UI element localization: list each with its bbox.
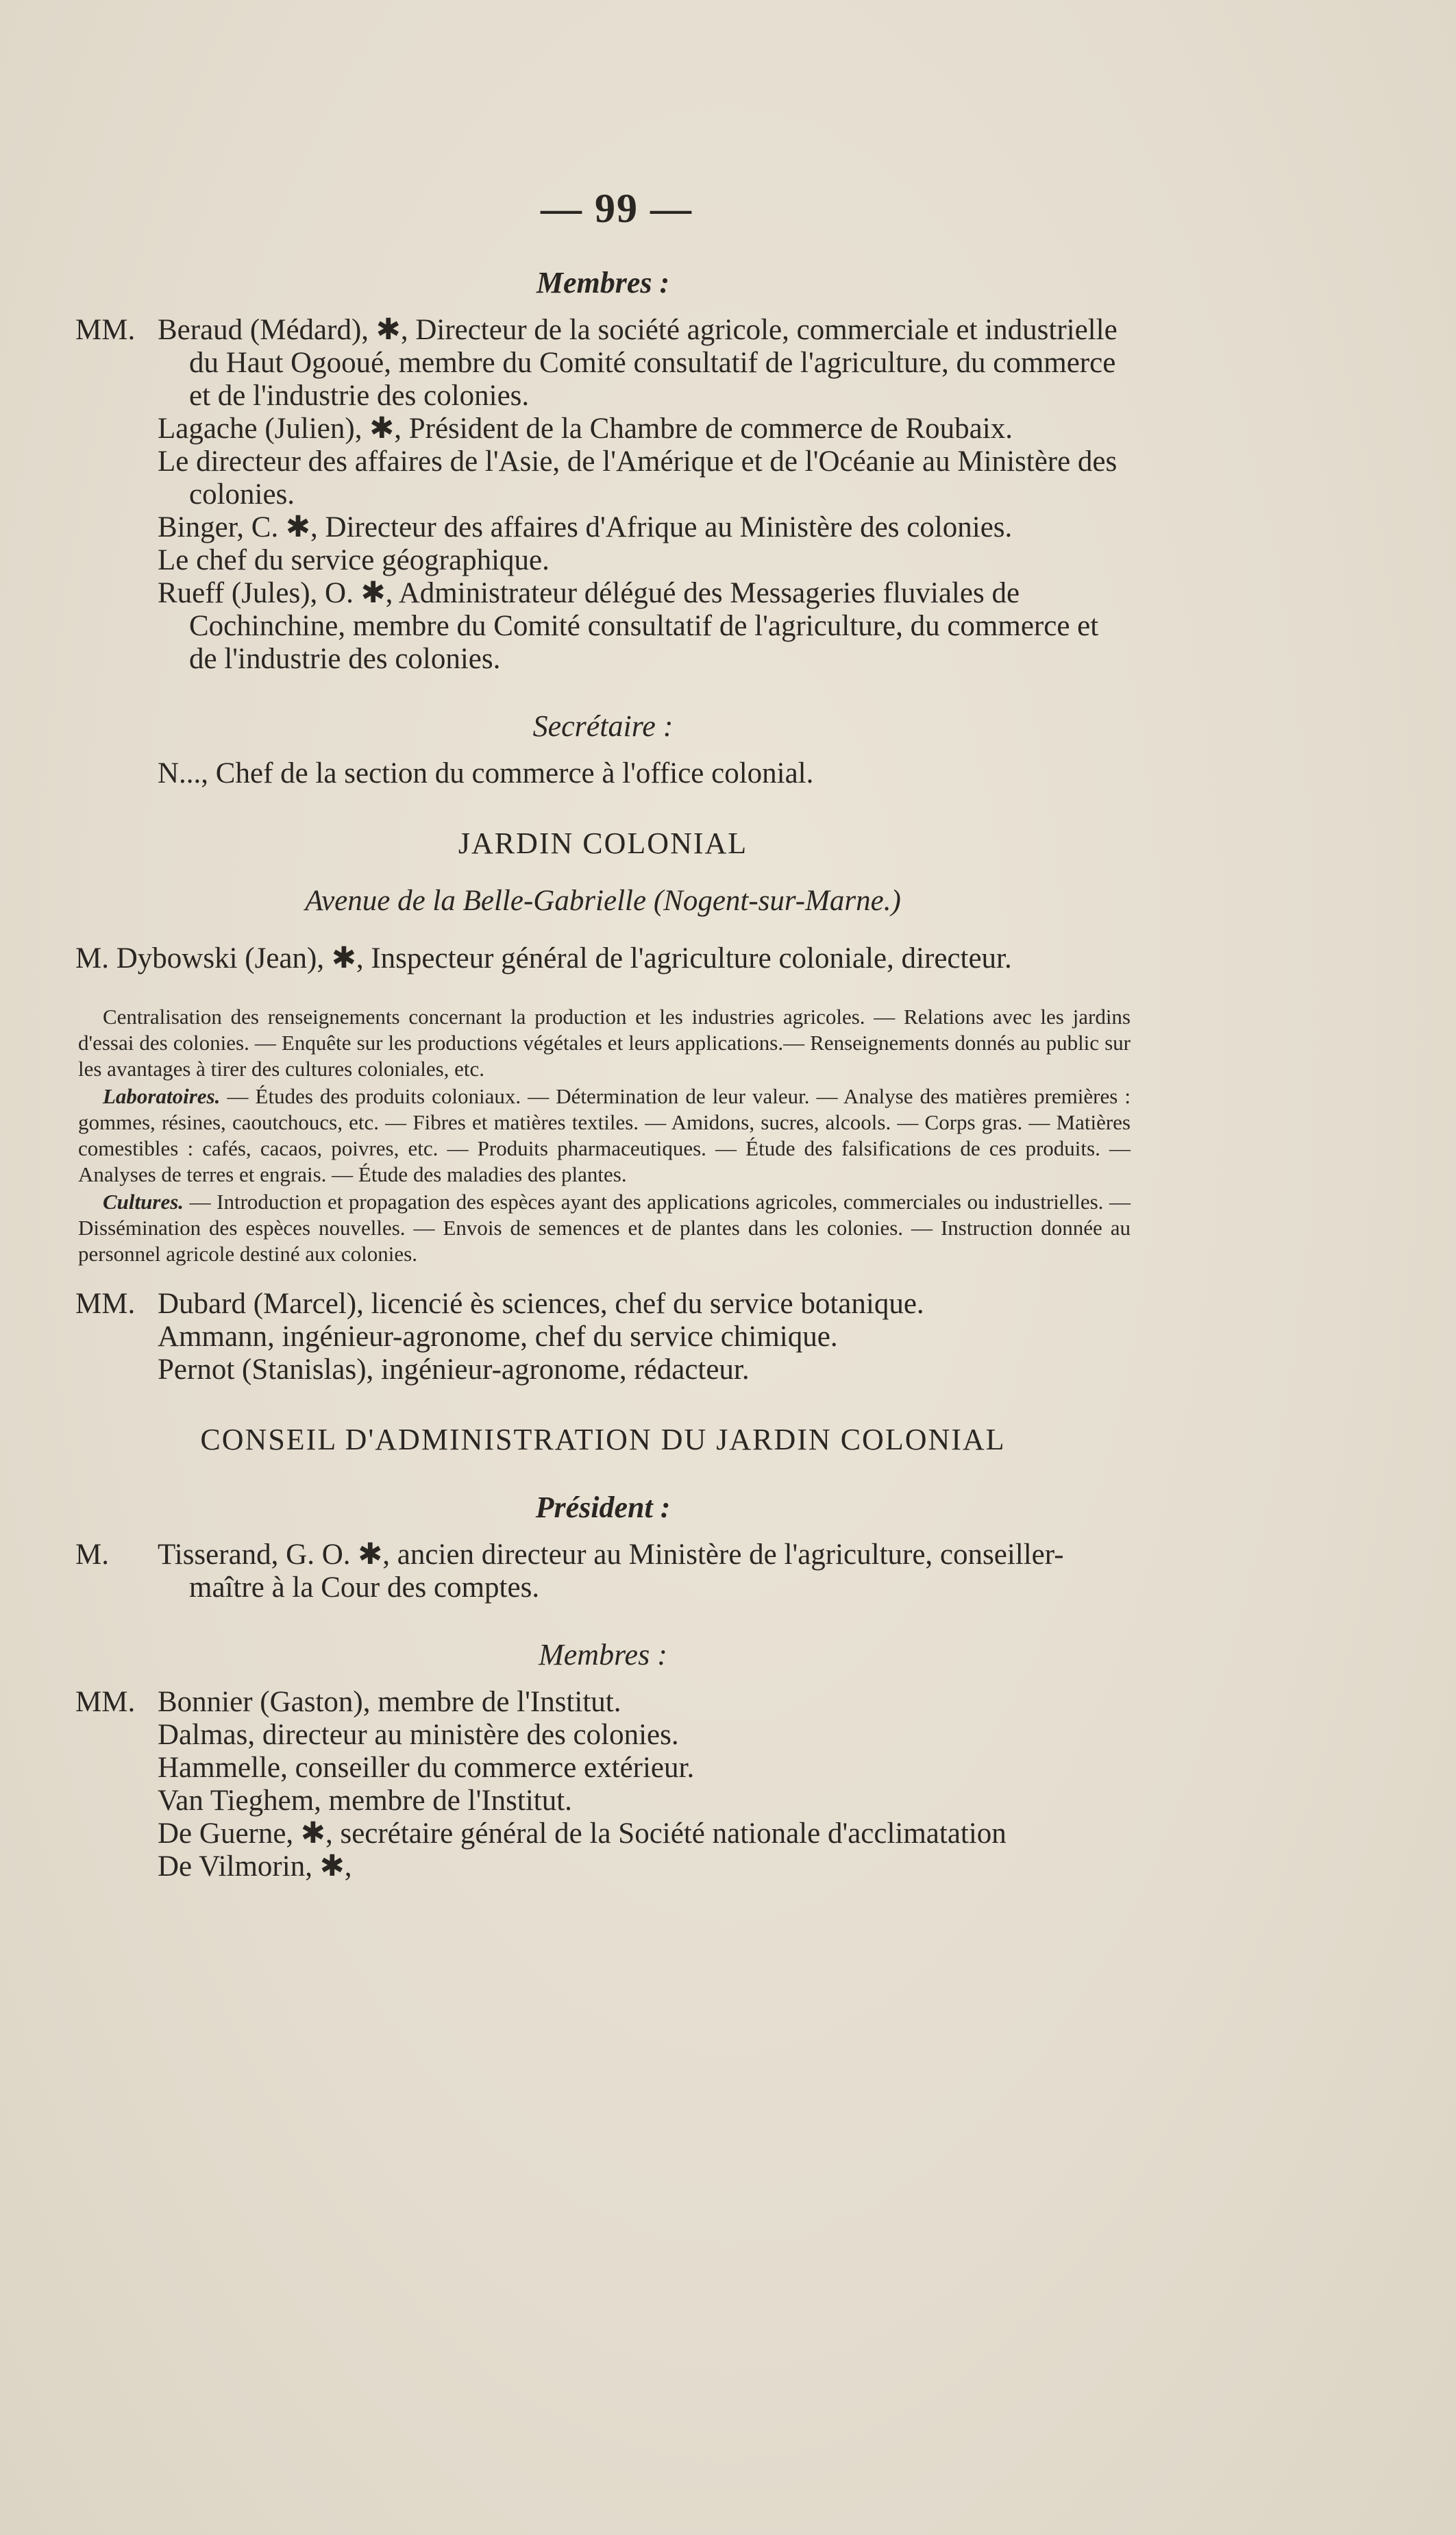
page-content bbox=[75, 185, 1131, 1883]
member-entry: Lagache (Julien), ✱, Président de la Chambre de commerce de Roubaix. bbox=[158, 413, 1013, 445]
staff-entry: Dubard (Marcel), licencié ès sciences, chef du service botanique. bbox=[158, 1288, 924, 1320]
conseil-member-entry: Van Tieghem, membre de l'Institut. bbox=[158, 1785, 572, 1817]
secretary-entry bbox=[75, 757, 1131, 790]
secretary-heading: Secrétaire : bbox=[532, 709, 674, 743]
cultures-label: Cultures. bbox=[103, 1190, 184, 1214]
president-text: Tisserand, G. O. ✱, ancien directeur au Ministère de l'agriculture, conseiller-maître à la Cour des comptes. bbox=[158, 1539, 1064, 1604]
conseil-member-entry: Dalmas, directeur au ministère des colonies. bbox=[158, 1719, 679, 1751]
laboratoires-label: Laboratoires. bbox=[103, 1084, 221, 1108]
members-list bbox=[75, 314, 1131, 676]
president-prefix: M. bbox=[75, 1539, 109, 1571]
member-entry: Binger, C. ✱, Directeur des affaires d'Afrique au Ministère des colonies. bbox=[158, 511, 1013, 543]
jardin-staff bbox=[75, 1288, 1131, 1386]
laboratoires-text: — Études des produits coloniaux. — Détermination de leur valeur. — Analyse des matières premières : gommes, résines, caoutchoucs, etc. — Fibres et matières textiles. — Amidons, sucres, alcools. — Corps gras. — Matières comestibles : cafés, cacaos, poivres, etc. — Produits pharmaceutiques. — Étude des falsifications de ces produits. — Analyses de terres et engrais. — Étude des maladies des plantes. bbox=[78, 1084, 1131, 1186]
staff-prefix: MM. bbox=[75, 1288, 136, 1320]
members-heading: Membres : bbox=[536, 266, 670, 299]
secretary-text: N..., Chef de la section du commerce à l'office colonial. bbox=[158, 757, 814, 789]
jardin-title: JARDIN COLONIAL bbox=[458, 826, 748, 860]
member-entry: Le chef du service géographique. bbox=[158, 544, 550, 576]
conseil-member-entry: Hammelle, conseiller du commerce extérieur. bbox=[158, 1752, 695, 1784]
president-heading: Président : bbox=[535, 1491, 671, 1524]
staff-entry: Pernot (Stanislas), ingénieur-agronome, rédacteur. bbox=[158, 1354, 750, 1386]
cultures-text: — Introduction et propagation des espèces ayant des applications agricoles, commerciales ou industrielles. — Dissémination des espèces nouvelles. — Envois de semences et de plantes dans les colonies. — Instruction donnée au personnel agricole destiné aux colonies. bbox=[78, 1190, 1131, 1266]
president-entry bbox=[75, 1539, 1131, 1604]
jardin-description bbox=[75, 1004, 1131, 1267]
staff-entry: Ammann, ingénieur-agronome, chef du service chimique. bbox=[158, 1321, 838, 1353]
conseil-member-entry: Bonnier (Gaston), membre de l'Institut. bbox=[158, 1686, 621, 1718]
member-entry: Le directeur des affaires de l'Asie, de l'Amérique et de l'Océanie au Ministère des colonies. bbox=[158, 445, 1118, 511]
laboratoires-paragraph bbox=[78, 1083, 1131, 1188]
members-prefix: MM. bbox=[75, 314, 136, 346]
member-entry: Rueff (Jules), O. ✱, Administrateur délégué des Messageries fluviales de Cochinchine, membre du Comité consultatif de l'agriculture, du commerce et de l'industrie des colonies. bbox=[158, 577, 1099, 675]
description-paragraph: Centralisation des renseignements concernant la production et les industries agricoles. — Relations avec les jardins d'essai des colonies. — Enquête sur les productions végétales et leurs applications.— Renseignements donnés au public sur les avantages à tirer des cultures coloniales, etc. bbox=[78, 1005, 1131, 1081]
jardin-director: M. Dybowski (Jean), ✱, Inspecteur général de l'agriculture coloniale, directeur. bbox=[75, 942, 1012, 975]
conseil-member-entry: De Vilmorin, ✱, bbox=[158, 1850, 352, 1883]
conseil-members-list bbox=[75, 1686, 1131, 1883]
page-number: — 99 — bbox=[541, 186, 693, 231]
cultures-paragraph bbox=[78, 1189, 1131, 1267]
conseil-title: CONSEIL D'ADMINISTRATION DU JARDIN COLONIAL bbox=[200, 1423, 1006, 1456]
member-entry: Beraud (Médard), ✱, Directeur de la société agricole, commerciale et industrielle du Haut Ogooué, membre du Comité consultatif de l'agriculture, du commerce et de l'industrie des colonies. bbox=[158, 314, 1118, 412]
jardin-address: Avenue de la Belle-Gabrielle (Nogent-sur-Marne.) bbox=[305, 885, 901, 917]
conseil-member-entry: De Guerne, ✱, secrétaire général de la Société nationale d'acclimatation bbox=[158, 1817, 1007, 1850]
conseil-members-prefix: MM. bbox=[75, 1686, 136, 1718]
conseil-members-heading: Membres : bbox=[539, 1638, 667, 1671]
